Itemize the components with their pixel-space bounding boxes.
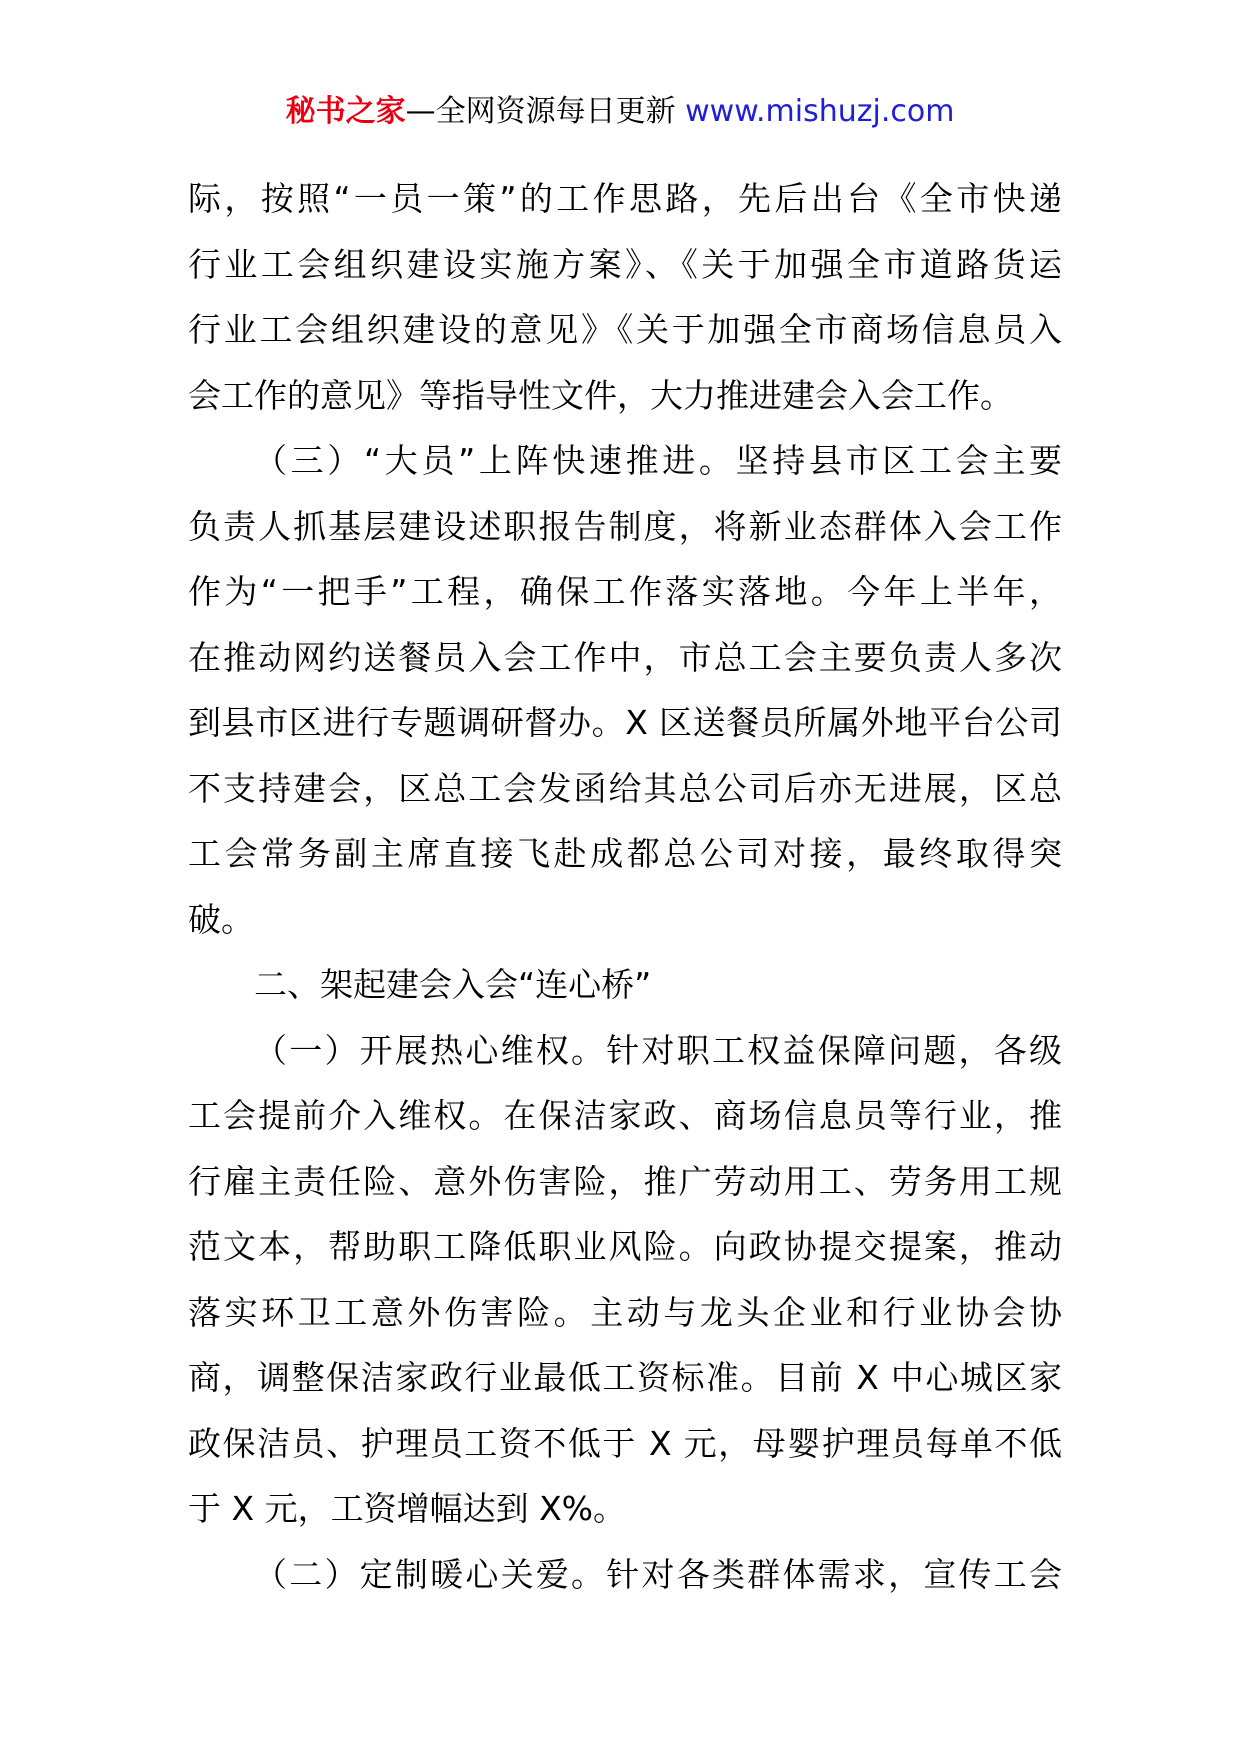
text-line: 负责人抓基层建设述职报告制度，将新业态群体入会工作 <box>188 506 1062 546</box>
text-line: 工会提前介入维权。在保洁家政、商场信息员等行业，推 <box>188 1096 1062 1135</box>
text-line: 政保洁员、护理员工资不低于 X 元，母婴护理员每单不低 <box>188 1423 1062 1463</box>
text-line: 商，调整保洁家政行业最低工资标准。目前 X 中心城区家 <box>188 1358 1062 1397</box>
text-line: 际，按照“一员一策”的工作思路，先后出台《全市快递 <box>188 179 1062 218</box>
text-line: 范文本，帮助职工降低职业风险。向政协提交提案，推动 <box>188 1227 1062 1266</box>
text-line: 行业工会组织建设的意见》《关于加强全市商场信息员入 <box>188 310 1062 349</box>
text-line: （二）定制暖心关爱。针对各类群体需求，宣传工会 <box>254 1554 1062 1594</box>
text-line: 行业工会组织建设实施方案》、《关于加强全市道路货运 <box>188 244 1062 284</box>
header-tagline: —全网资源每日更新 <box>405 94 676 129</box>
text-line: 在推动网约送餐员入会工作中，市总工会主要负责人多次 <box>188 637 1062 677</box>
site-url-link[interactable]: www.mishuzj.com <box>685 94 955 129</box>
text-line: 作为“一把手”工程，确保工作落实落地。今年上半年， <box>188 572 1062 611</box>
text-line: 二、架起建会入会“连心桥” <box>254 965 652 1004</box>
text-line: （一）开展热心维权。针对职工权益保障问题，各级 <box>254 1030 1062 1070</box>
document-body <box>188 166 1062 1607</box>
text-line: 工会常务副主席直接飞赴成都总公司对接，最终取得突 <box>188 834 1062 873</box>
text-line: 破。 <box>188 899 254 939</box>
brand-name: 秘书之家 <box>285 94 406 129</box>
text-line: 落实环卫工意外伤害险。主动与龙头企业和行业协会协 <box>188 1292 1062 1332</box>
text-line: 会工作的意见》等指导性文件，大力推进建会入会工作。 <box>188 375 1013 415</box>
text-line: 到县市区进行专题调研督办。X 区送餐员所属外地平台公司 <box>188 703 1062 742</box>
text-line: 行雇主责任险、意外伤害险，推广劳动用工、劳务用工规 <box>188 1161 1062 1201</box>
text-line: 不支持建会，区总工会发函给其总公司后亦无进展，区总 <box>188 768 1062 808</box>
page-header <box>0 92 1240 132</box>
text-line: 于 X 元，工资增幅达到 X%。 <box>188 1489 627 1528</box>
text-line: （三）“大员”上阵快速推进。坚持县市区工会主要 <box>254 441 1062 480</box>
